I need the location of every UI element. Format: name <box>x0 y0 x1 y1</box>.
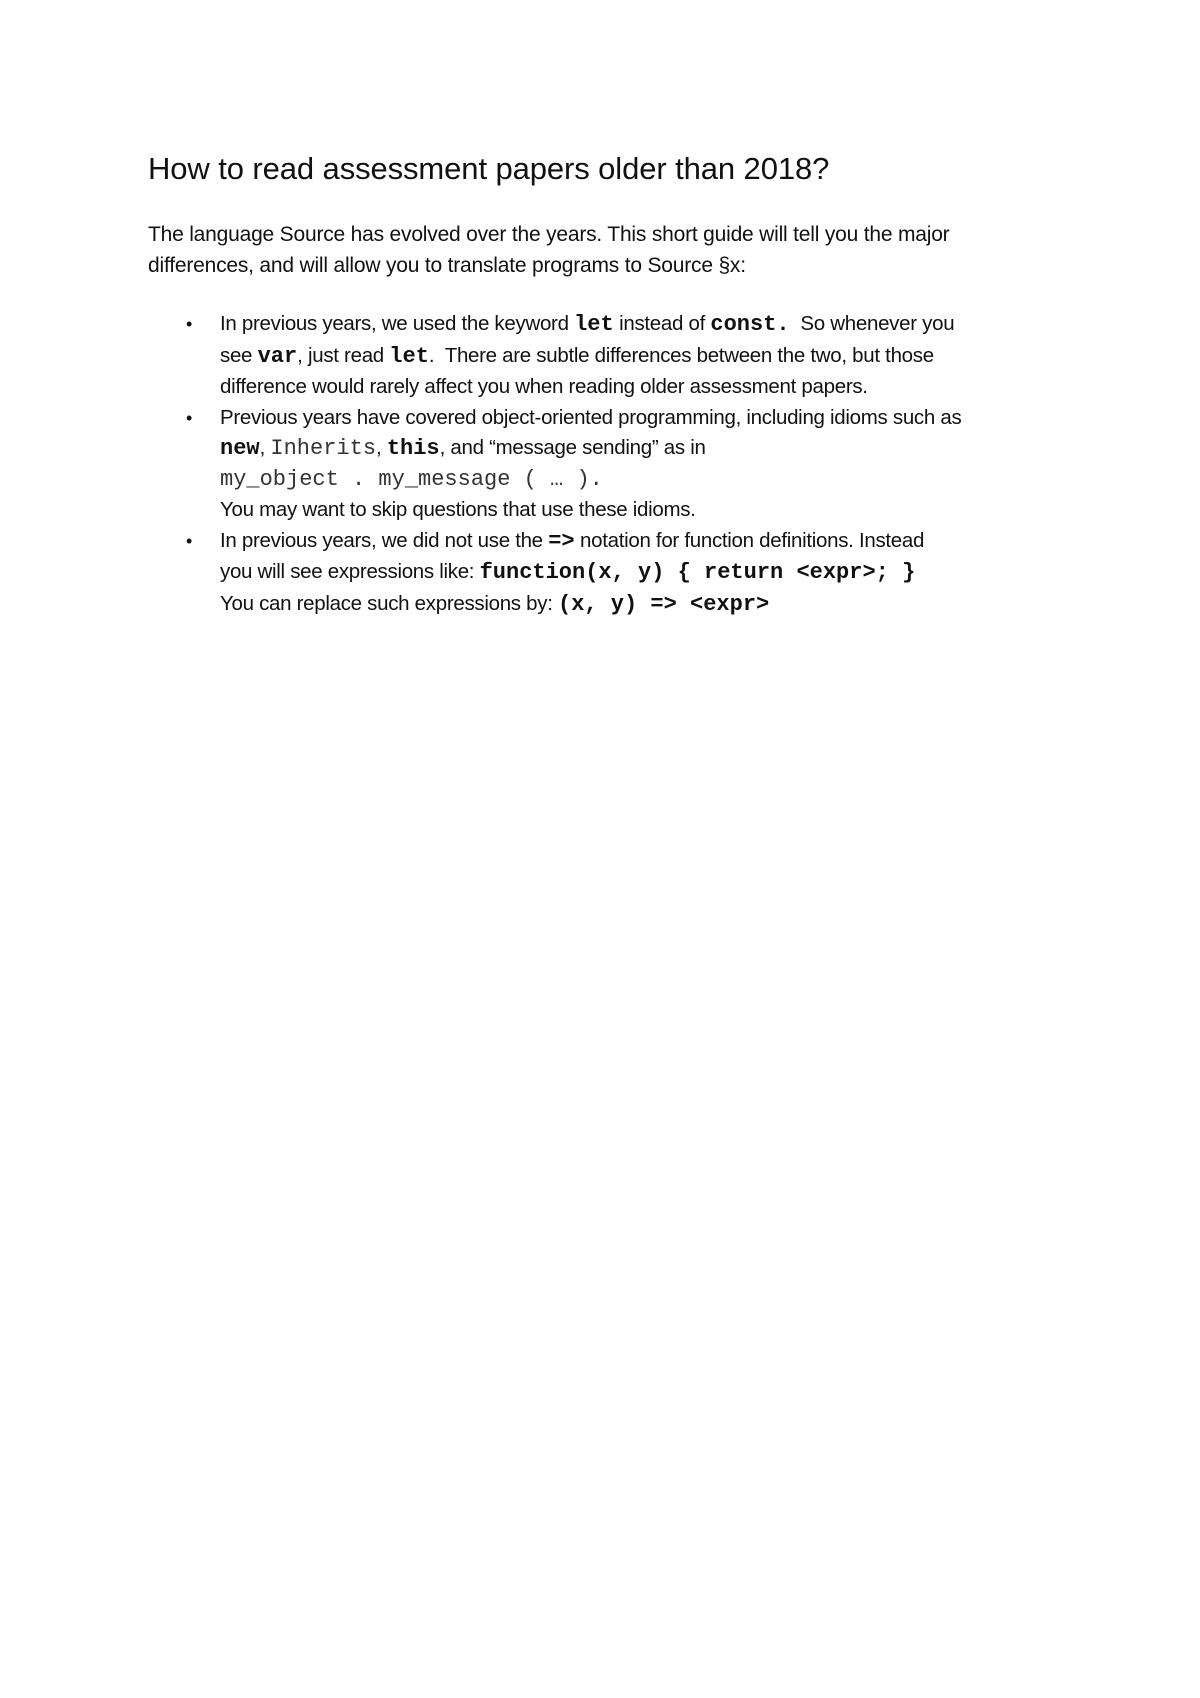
intro-paragraph <box>148 219 1078 281</box>
text-span: see <box>220 343 258 367</box>
code-keyword: => <box>548 528 575 554</box>
text-line: Previous years have covered object-oriented programming, including idioms such as <box>220 405 962 429</box>
code-keyword: this <box>386 436 440 461</box>
text-line <box>220 309 1098 341</box>
text-line: You may want to skip questions that use these idioms. <box>220 498 696 521</box>
text-line <box>220 526 1098 558</box>
differences-list <box>148 309 1098 620</box>
text-line <box>220 433 1098 465</box>
text-span: . There are subtle differences between the two, but those <box>428 343 934 367</box>
code-keyword: const. <box>710 312 790 337</box>
intro-line: The language Source has evolved over the years. This short guide will tell you the major <box>148 223 950 246</box>
code-keyword: var <box>257 343 298 369</box>
text-span: , just read <box>297 343 390 367</box>
text-span: You can replace such expressions by: <box>220 591 558 615</box>
code-keyword: let <box>389 343 429 369</box>
code-line: my_object . my_message ( … ). <box>220 466 603 492</box>
code-snippet: (x, y) => <expr> <box>558 591 770 617</box>
code-keyword: let <box>574 312 614 337</box>
text-line <box>220 557 1098 589</box>
text-span: , <box>259 436 271 459</box>
text-line: difference would rarely affect you when reading older assessment papers. <box>220 375 868 398</box>
page-title: How to read assessment papers older than 2018? <box>148 151 830 186</box>
text-line <box>220 589 1098 621</box>
bullet-icon: • <box>186 314 193 334</box>
text-span: In previous years, we did not use the <box>220 528 549 552</box>
text-line <box>220 341 1098 373</box>
text-span: In previous years, we used the keyword <box>220 312 575 335</box>
text-span: So whenever you <box>789 312 955 335</box>
text-span: notation for function definitions. Instead <box>574 528 925 552</box>
bullet-icon: • <box>186 407 193 428</box>
bullet-icon: • <box>186 530 193 551</box>
text-span: , <box>376 436 387 459</box>
text-span: , and “message sending” as in <box>439 436 706 459</box>
list-item <box>148 309 1098 403</box>
list-item <box>148 526 1098 621</box>
text-span: you will see expressions like: <box>220 560 480 583</box>
code-keyword: Inherits <box>270 436 377 461</box>
code-snippet: function(x, y) { return <expr>; } <box>479 560 916 585</box>
text-span: instead of <box>613 312 711 335</box>
code-keyword: new <box>220 436 260 461</box>
list-item <box>148 403 1098 526</box>
intro-line: differences, and will allow you to translate programs to Source §x: <box>148 254 746 277</box>
